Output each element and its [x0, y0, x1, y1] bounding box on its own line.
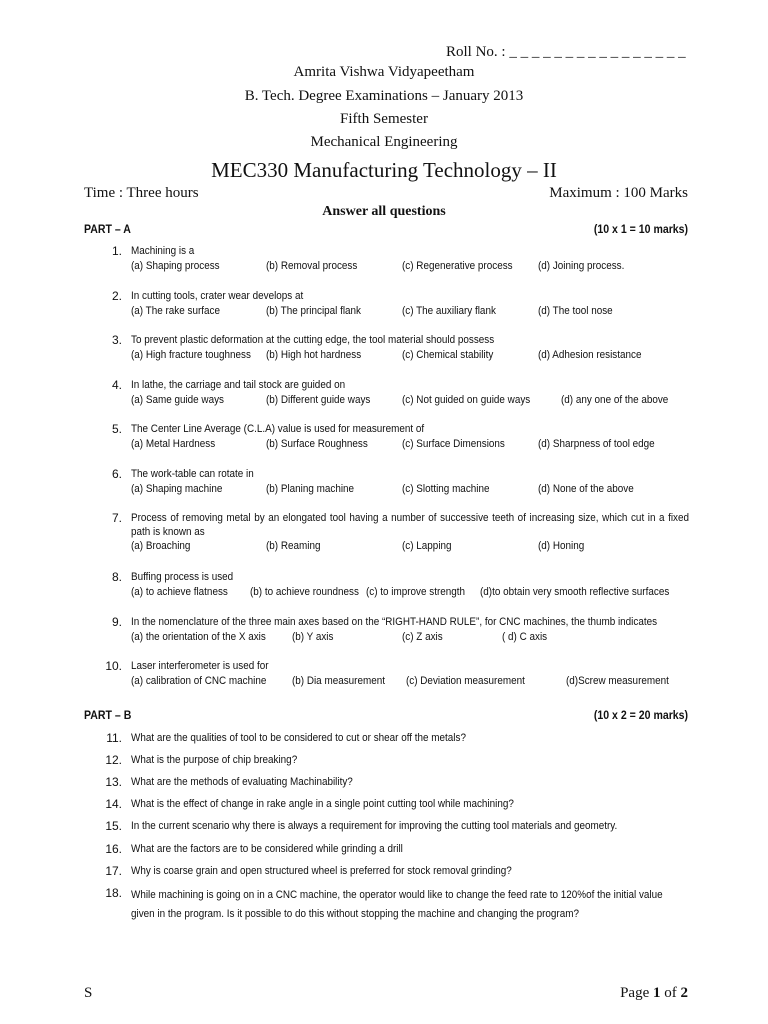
question-number: 14. — [105, 797, 122, 811]
exam-duration: Time : Three hours — [84, 185, 199, 201]
department: Mechanical Engineering — [310, 134, 458, 150]
question-number: 4. — [111, 378, 122, 392]
part-b-marks: (10 x 2 = 20 marks) — [593, 708, 688, 722]
question-number: 5. — [111, 422, 122, 436]
semester: Fifth Semester — [340, 111, 428, 127]
answer-option: (c) to improve strength — [365, 586, 466, 598]
page-total: 2 — [680, 985, 688, 1001]
question-number: 8. — [111, 570, 122, 584]
question-text: What are the methods of evaluating Machinability? — [131, 776, 353, 788]
answer-option: (b) Dia measurement — [291, 675, 385, 687]
question-text: In the nomenclature of the three main axes based on the “RIGHT-HAND RULE”, for CNC machines, the thumb indicates — [131, 616, 658, 628]
course-title: MEC330 Manufacturing Technology – II — [211, 158, 557, 182]
question-text: Buffing process is used — [131, 571, 234, 583]
answer-option: (c) Lapping — [401, 540, 452, 552]
answer-option: (d) Adhesion resistance — [537, 349, 642, 361]
answer-option: (b) High hot hardness — [266, 349, 362, 361]
answer-option: (b) The principal flank — [266, 305, 362, 317]
answer-option: (a) to achieve flatness — [131, 586, 228, 598]
page-number — [620, 985, 688, 1002]
answer-option: (d) Joining process. — [537, 260, 625, 272]
answer-option: (c) Regenerative process — [401, 260, 513, 272]
answer-option: (c) Chemical stability — [401, 349, 494, 361]
question-number: 1. — [111, 244, 122, 258]
answer-option: (b) to achieve roundness — [249, 586, 359, 598]
answer-option: (b) Y axis — [291, 631, 334, 643]
answer-option: (d)to obtain very smooth reflective surfaces — [479, 586, 670, 598]
answer-option: (a) the orientation of the X axis — [131, 631, 266, 643]
answer-option: (a) Shaping machine — [131, 483, 223, 495]
question-number: 10. — [105, 659, 122, 673]
question-text: To prevent plastic deformation at the cutting edge, the tool material should possess — [131, 334, 495, 346]
page-prefix: Page — [620, 985, 653, 1001]
roll-number: Roll No. : _ _ _ _ _ _ _ _ _ _ _ _ _ _ _ _ — [446, 44, 686, 60]
answer-option: (d) Sharpness of tool edge — [537, 438, 655, 450]
question-number: 12. — [105, 753, 122, 767]
answer-option: (d) any one of the above — [560, 394, 669, 406]
page-current: 1 — [653, 985, 661, 1001]
instruction: Answer all questions — [322, 204, 446, 219]
question-number: 11. — [106, 731, 122, 745]
answer-option: (d) The tool nose — [537, 305, 613, 317]
institution-name: Amrita Vishwa Vidyapeetham — [293, 64, 475, 80]
question-text: In lathe, the carriage and tail stock are guided on — [131, 379, 346, 391]
page-of: of — [660, 985, 681, 1001]
answer-option: (a) High fracture toughness — [131, 349, 251, 361]
answer-option: (b) Different guide ways — [266, 394, 371, 406]
question-text: While machining is going on in a CNC machine, the operator would like to change the feed rate to 120%of the initial value given in the program. Is it possible to do this without stopping the machine and changing the program? — [131, 889, 663, 920]
answer-option: (b) Planing machine — [266, 483, 355, 495]
question-text: What is the effect of change in rake angle in a single point cutting tool while machining? — [131, 798, 514, 810]
answer-option: (b) Removal process — [266, 260, 358, 272]
question-text: What is the purpose of chip breaking? — [131, 754, 298, 766]
answer-option: (c) Slotting machine — [401, 483, 490, 495]
question-number: 17. — [105, 864, 122, 878]
part-b-heading: PART – B — [84, 708, 132, 722]
exam-title: B. Tech. Degree Examinations – January 2013 — [244, 88, 524, 104]
answer-option: (b) Surface Roughness — [266, 438, 368, 450]
answer-option: (a) calibration of CNC machine — [131, 675, 267, 687]
answer-option: (a) Broaching — [131, 540, 191, 552]
question-number: 7. — [111, 511, 122, 525]
answer-option: (c) Deviation measurement — [405, 675, 525, 687]
part-a-heading: PART – A — [84, 222, 131, 236]
question-number: 2. — [111, 289, 122, 303]
question-text: Why is coarse grain and open structured wheel is preferred for stock removal grinding? — [131, 865, 512, 877]
question-text: What are the factors are to be considered while grinding a drill — [131, 843, 403, 855]
question-number: 18. — [105, 886, 122, 900]
answer-option: (a) Metal Hardness — [131, 438, 216, 450]
answer-option: (b) Reaming — [266, 540, 321, 552]
answer-option: (a) Shaping process — [131, 260, 220, 272]
answer-option: (c) The auxiliary flank — [401, 305, 496, 317]
answer-option: (c) Z axis — [401, 631, 443, 643]
answer-option: (c) Surface Dimensions — [401, 438, 505, 450]
question-number: 15. — [105, 819, 122, 833]
question-text: In cutting tools, crater wear develops at — [131, 290, 304, 302]
question-number: 16. — [105, 842, 122, 856]
answer-option: (d)Screw measurement — [565, 675, 669, 687]
question-text: In the current scenario why there is always a requirement for improving the cutting tool materials and geometry. — [131, 820, 618, 832]
answer-option: (d) Honing — [537, 540, 585, 552]
question-text: What are the qualities of tool to be considered to cut or shear off the metals? — [131, 732, 466, 744]
answer-option: (a) The rake surface — [131, 305, 220, 317]
question-number: 13. — [105, 775, 122, 789]
question-text: The work-table can rotate in — [131, 468, 254, 480]
footer-code: S — [84, 985, 93, 1001]
question-number: 9. — [111, 615, 122, 629]
question-number: 6. — [111, 467, 122, 481]
question-text: Process of removing metal by an elongated tool having a number of successive teeth of increasing size, which cut in a fixed path is known as — [131, 512, 689, 538]
question-text: Machining is a — [131, 245, 195, 257]
question-text: The Center Line Average (C.L.A) value is used for measurement of — [131, 423, 425, 435]
part-a-marks: (10 x 1 = 10 marks) — [593, 222, 688, 236]
answer-option: ( d) C axis — [501, 631, 548, 643]
answer-option: (d) None of the above — [537, 483, 634, 495]
question-text: Laser interferometer is used for — [131, 660, 269, 672]
answer-option: (c) Not guided on guide ways — [401, 394, 531, 406]
max-marks: Maximum : 100 Marks — [549, 185, 688, 201]
question-number: 3. — [111, 333, 122, 347]
answer-option: (a) Same guide ways — [131, 394, 224, 406]
